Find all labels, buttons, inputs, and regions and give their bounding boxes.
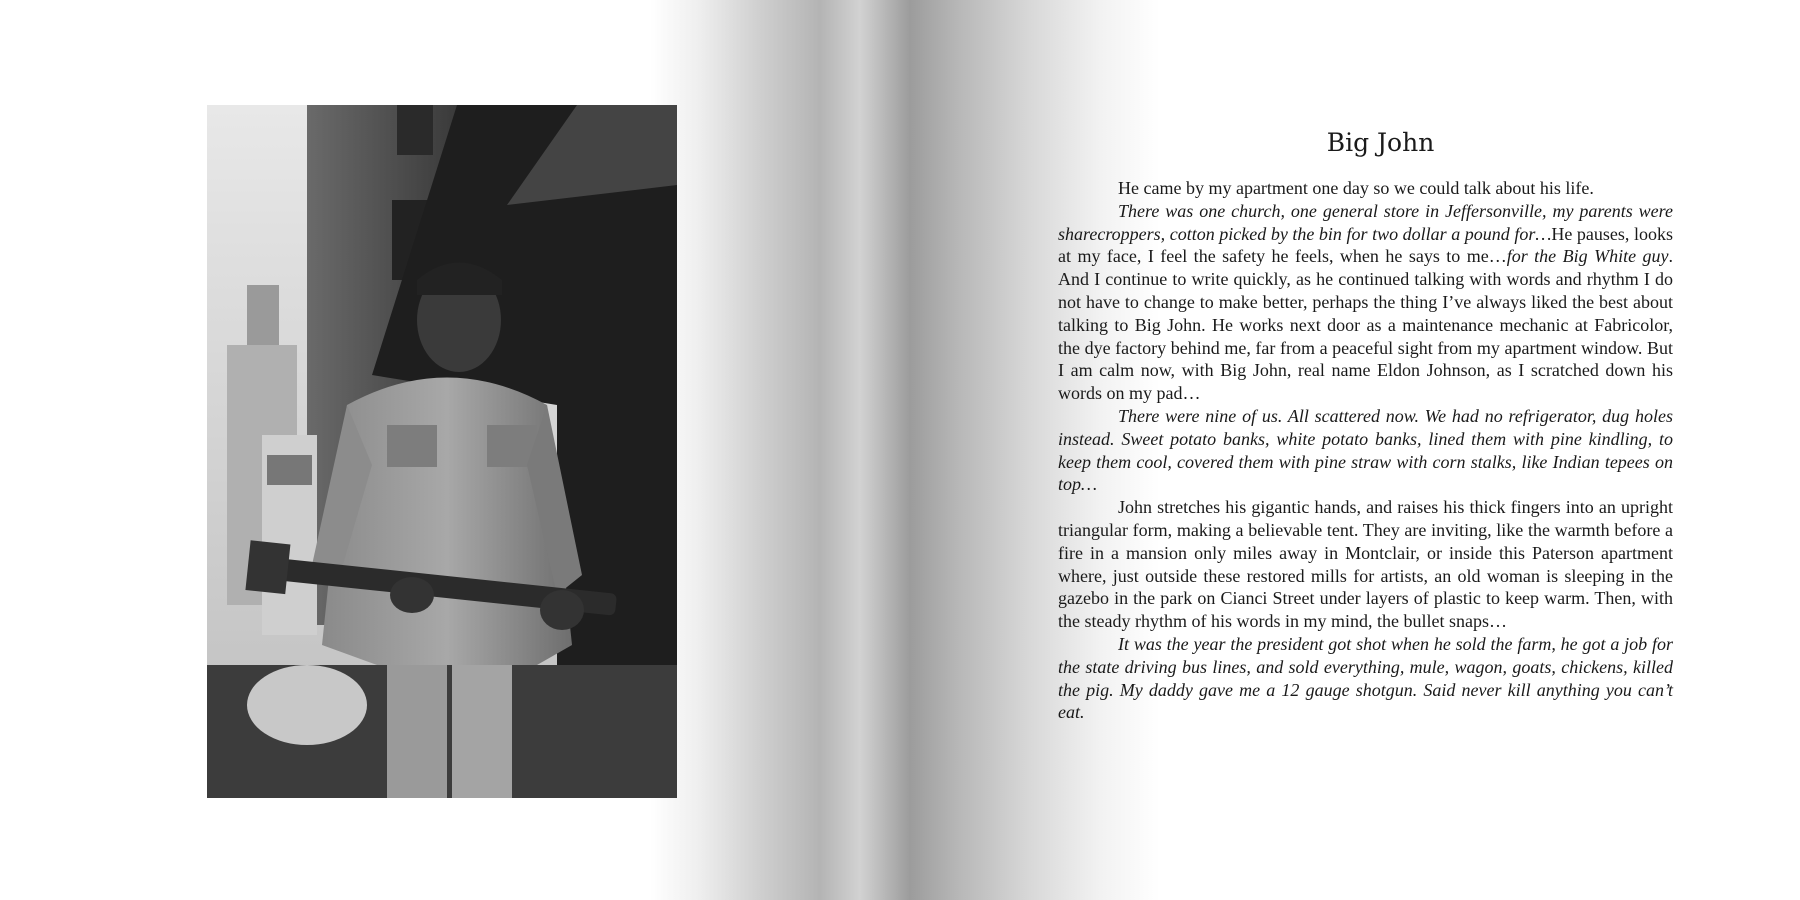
article-title: Big John [1326, 128, 1435, 157]
photo-portrait-icon [207, 105, 677, 798]
paragraph-3: There were nine of us. All scattered now. We had no refrigerator, dug holes instead. Sweet potato banks, white potato banks, lined them with pine kindling, to keep them cool, covered them with pine straw with corn stalks, like Indian tepees on top… [1058, 405, 1673, 495]
paragraph-2: There was one church, one general store in Jeffersonville, my parents were sharecroppers, cotton picked by the bin for two dollar a pound for…He pauses, looks at my face, I feel the safety he feels, when he says to me…for the Big White guy. And I continue to write quickly, as he continued talking with words and rhythm I do not have to change to make better, perhaps the thing I’ve always liked the best about talking to Big John. He works next door as a maintenance mechanic at Fabricolor, the dye factory behind me, far from a peaceful sight from my apartment window. But I am calm now, with Big John, real name Eldon Johnson, as I scratched down his words on my pad… [1058, 200, 1673, 404]
article [1058, 128, 1673, 724]
paragraph-intro: He came by my apartment one day so we could talk about his life. [1118, 178, 1594, 198]
paragraph-5: It was the year the president got shot when he sold the farm, he got a job for the state driving bus lines, and sold everything, mule, wagon, goats, chickens, killed the pig. My daddy gave me a 12 gauge shotgun. Said never kill anything you can’t eat. [1058, 633, 1673, 723]
paragraph-4: John stretches his gigantic hands, and raises his thick fingers into an upright triangular form, making a believable tent. They are inviting, like the warmth before a fire in a mansion only miles away in Montclair, or inside this Paterson apartment where, just outside these restored mills for artists, an old woman is sleeping in the gazebo in the park on Cianci Street under layers of plastic to keep warm. Then, with the steady rhythm of his words in my mind, the bullet snaps… [1058, 497, 1673, 632]
article-body [1058, 177, 1673, 724]
portrait-photo [207, 105, 677, 798]
